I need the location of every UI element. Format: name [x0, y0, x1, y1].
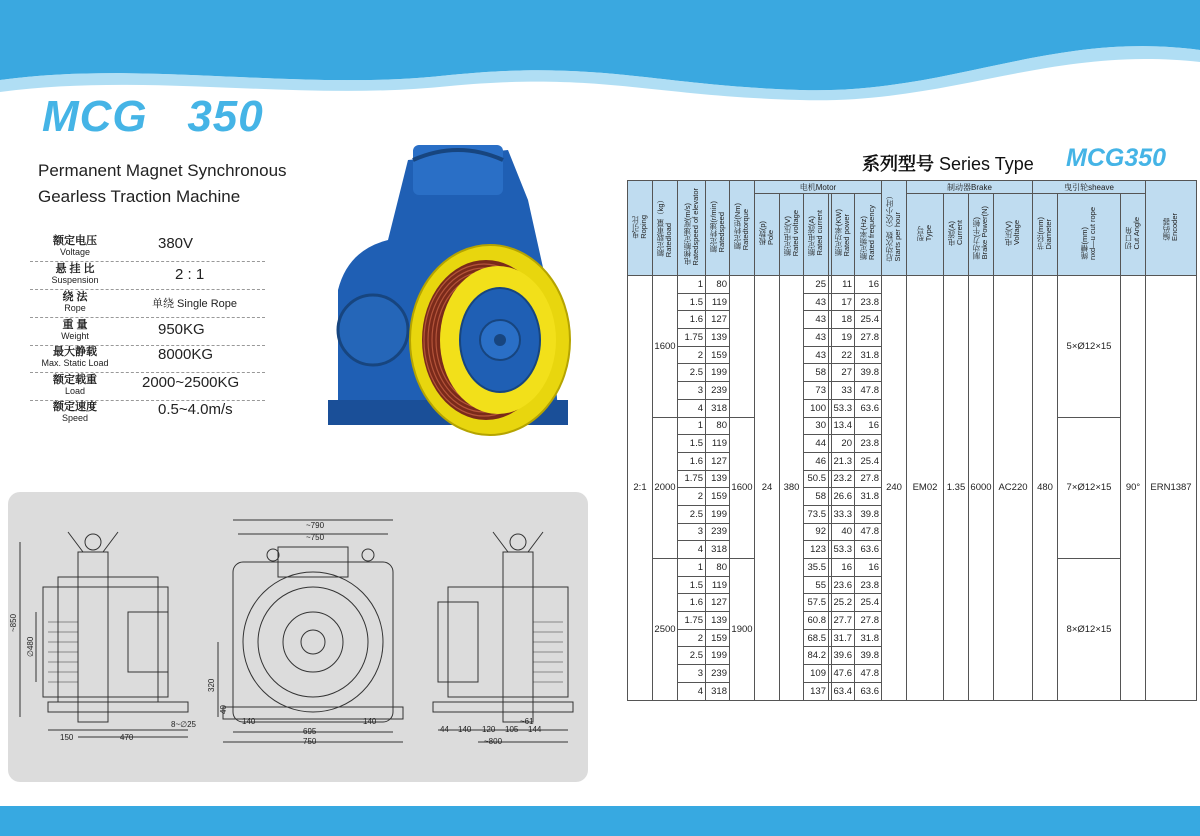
cell-current: 43	[804, 346, 829, 364]
cell-freq: 27.8	[855, 329, 882, 347]
cell-current: 58	[804, 488, 829, 506]
col-starts: 启动次数（次/小时）Starts per hour	[882, 181, 907, 276]
cell-rpm: 318	[706, 541, 730, 559]
cell-freq: 47.8	[855, 523, 882, 541]
dim-label: 140	[458, 725, 472, 734]
cell-power: 40	[832, 523, 855, 541]
cell-rpm: 199	[706, 647, 730, 665]
cell-current: 50.5	[804, 470, 829, 488]
cell-rpm: 139	[706, 612, 730, 630]
cell-power: 21.3	[832, 452, 855, 470]
right-view	[433, 532, 573, 742]
col-current: 额定电流(A)Rated current	[804, 194, 829, 276]
cell-freq: 39.8	[855, 505, 882, 523]
table-row	[628, 276, 1197, 294]
cell-speed: 1.6	[678, 594, 706, 612]
cell-power: 47.6	[832, 665, 855, 683]
cell-current: 92	[804, 523, 829, 541]
cell-speed: 3	[678, 382, 706, 400]
cell-power: 53.3	[832, 399, 855, 417]
spec-label-en: Max. Static Load	[41, 358, 109, 368]
dim-label: 150	[60, 733, 74, 742]
cell-freq: 31.8	[855, 346, 882, 364]
col-pole: 极数(p)Pole	[755, 194, 780, 276]
dim-label: 8~∅25	[171, 720, 196, 729]
spec-label-cn: 悬 挂 比	[55, 263, 95, 275]
cell-freq: 47.8	[855, 382, 882, 400]
cell-rpm: 159	[706, 629, 730, 647]
spec-divider	[30, 317, 265, 318]
cell-current: 100	[804, 399, 829, 417]
cell-speed: 1.75	[678, 470, 706, 488]
col-roping: 曳引比Roping	[628, 181, 653, 276]
spec-divider	[30, 372, 265, 373]
cell-angle: 90°	[1121, 276, 1146, 701]
cell-speed: 1	[678, 559, 706, 577]
cell-speed: 2.5	[678, 647, 706, 665]
cell-freq: 16	[855, 276, 882, 294]
col-voltage: 额定电压(V)Rated voltage	[780, 194, 804, 276]
cell-freq: 27.8	[855, 470, 882, 488]
cell-rpm: 199	[706, 364, 730, 382]
subtitle-line: Gearless Traction Machine	[38, 187, 241, 206]
cell-speed: 1	[678, 417, 706, 435]
col-brake-current: 电流(A)Current	[944, 194, 969, 276]
cell-power: 19	[832, 329, 855, 347]
product-subtitle	[38, 158, 287, 210]
col-brake-type: 型号Type	[907, 194, 944, 276]
cell-rpm: 318	[706, 399, 730, 417]
spec-table	[627, 180, 1197, 701]
cell-current: 123	[804, 541, 829, 559]
cell-current: 43	[804, 311, 829, 329]
spec-value: 0.5~4.0m/s	[158, 401, 233, 418]
spec-value: 单绕 Single Rope	[152, 298, 237, 310]
traction-machine-image	[318, 140, 578, 440]
dim-label: 140	[242, 717, 256, 726]
cell-power: 25.2	[832, 594, 855, 612]
col-angle: 切口角Cut Angle	[1121, 194, 1146, 276]
cell-torque	[730, 276, 755, 418]
cell-rpm: 80	[706, 276, 730, 294]
cell-freq: 47.8	[855, 665, 882, 683]
cell-freq: 16	[855, 417, 882, 435]
spec-label-cn: 额定电压	[53, 235, 97, 247]
cell-freq: 31.8	[855, 488, 882, 506]
cell-speed: 1.6	[678, 452, 706, 470]
cell-load: 2000	[653, 417, 678, 559]
cell-freq: 63.6	[855, 682, 882, 700]
cell-freq: 31.8	[855, 629, 882, 647]
cell-rpm: 119	[706, 435, 730, 453]
col-rpm: 额定转速(r/min)Ratedspeed	[706, 181, 730, 276]
cell-speed: 3	[678, 665, 706, 683]
cell-brake-voltage: AC220	[994, 276, 1033, 701]
cell-torque: 1900	[730, 559, 755, 701]
cell-freq: 27.8	[855, 612, 882, 630]
cell-pole: 24	[755, 276, 780, 701]
dim-label: ~800	[484, 737, 503, 746]
spec-label-en: Suspension	[51, 275, 99, 285]
cell-power: 20	[832, 435, 855, 453]
cell-rpm: 127	[706, 452, 730, 470]
cell-current: 58	[804, 364, 829, 382]
col-load: 额定载重量（kg）Ratedload	[653, 181, 678, 276]
cell-current: 25	[804, 276, 829, 294]
group-motor: 电机Motor	[755, 181, 882, 194]
dim-label: 44	[440, 725, 449, 734]
footer-band	[0, 806, 1200, 836]
cell-brake-type: EM02	[907, 276, 944, 701]
cell-current: 73.5	[804, 505, 829, 523]
dim-label: ~790	[306, 521, 325, 530]
cell-speed: 4	[678, 682, 706, 700]
cell-freq: 16	[855, 559, 882, 577]
dim-label: 320	[207, 678, 216, 692]
col-brake-power: 制动力(牛顿)Brake Power(N)	[969, 194, 994, 276]
side-view	[20, 532, 188, 737]
spec-value: 8000KG	[158, 346, 214, 363]
cell-speed: 1.75	[678, 329, 706, 347]
cell-current: 57.5	[804, 594, 829, 612]
dim-label: 750	[303, 737, 317, 746]
cell-load: 2500	[653, 559, 678, 701]
col-power: 额定功率(KW)Rated power	[832, 194, 855, 276]
cell-rpm: 239	[706, 665, 730, 683]
cell-speed: 1.75	[678, 612, 706, 630]
col-torque: 额定转矩(Nm)Ratedtorque	[730, 181, 755, 276]
cell-power: 16	[832, 559, 855, 577]
cell-power: 27.7	[832, 612, 855, 630]
cell-torque: 1600	[730, 417, 755, 559]
series-type-en: Series Type	[939, 154, 1034, 174]
spec-label-en: Load	[64, 386, 86, 396]
cell-brake-current: 1.35	[944, 276, 969, 701]
col-diameter: 节径(mm)Diameter	[1033, 194, 1058, 276]
cell-current: 84.2	[804, 647, 829, 665]
dim-label: ~750	[306, 533, 325, 542]
dim-label: 40	[219, 705, 228, 714]
cell-current: 30	[804, 417, 829, 435]
series-model: MCG350	[1066, 144, 1167, 172]
col-brake-voltage: 电压(V)Voltage	[994, 194, 1033, 276]
cell-current: 46	[804, 452, 829, 470]
spec-label-cn: 额定速度	[53, 401, 97, 413]
cell-rpm: 119	[706, 576, 730, 594]
subtitle-line: Permanent Magnet Synchronous	[38, 161, 287, 180]
spec-label-cn: 额定载重	[53, 374, 97, 386]
series-type-cn: 系列型号	[862, 154, 934, 174]
cell-speed: 2	[678, 488, 706, 506]
dimension-drawings	[8, 492, 588, 782]
cell-power: 23.2	[832, 470, 855, 488]
cell-rope: 8×Ø12×15	[1058, 559, 1121, 701]
spec-label-cn: 绕 法	[62, 291, 88, 303]
dim-label: ~850	[9, 613, 18, 632]
spec-label-en: Speed	[61, 413, 89, 423]
cell-rpm: 159	[706, 346, 730, 364]
cell-starts: 240	[882, 276, 907, 701]
spec-table-body	[628, 276, 1197, 701]
cell-power: 22	[832, 346, 855, 364]
dim-label: 144	[528, 725, 542, 734]
cell-speed: 2	[678, 629, 706, 647]
cell-freq: 39.8	[855, 364, 882, 382]
cell-rpm: 80	[706, 417, 730, 435]
cell-freq: 23.8	[855, 293, 882, 311]
cell-speed: 1.5	[678, 435, 706, 453]
cell-rpm: 239	[706, 523, 730, 541]
cell-current: 43	[804, 293, 829, 311]
cell-power: 31.7	[832, 629, 855, 647]
dim-label: 470	[120, 733, 134, 742]
cell-current: 109	[804, 665, 829, 683]
product-title: MCG 350	[42, 92, 264, 141]
cell-rope: 5×Ø12×15	[1058, 276, 1121, 418]
dimension-drawing-panel	[8, 492, 588, 782]
dim-label: ~61	[520, 717, 534, 726]
group-brake: 制动器Brake	[907, 181, 1033, 194]
cell-rpm: 80	[706, 559, 730, 577]
cell-current: 44	[804, 435, 829, 453]
dim-label: 105	[505, 725, 519, 734]
col-speed: 电梯额定速度(m/s)Ratedspeed of elevator	[678, 181, 706, 276]
cell-speed: 1.5	[678, 576, 706, 594]
cell-freq: 23.8	[855, 576, 882, 594]
spec-divider	[30, 261, 265, 262]
cell-rpm: 318	[706, 682, 730, 700]
cell-rpm: 159	[706, 488, 730, 506]
spec-label-cn: 重 量	[62, 319, 88, 331]
dim-label: 120	[482, 725, 496, 734]
cell-power: 33.3	[832, 505, 855, 523]
cell-speed: 1.6	[678, 311, 706, 329]
spec-value: 2000~2500KG	[142, 374, 240, 391]
spec-label-cn: 最大静载	[53, 346, 97, 358]
cell-encoder: ERN1387	[1146, 276, 1197, 701]
cell-speed: 1	[678, 276, 706, 294]
cell-speed: 3	[678, 523, 706, 541]
group-sheave: 曳引轮sheave	[1033, 181, 1146, 194]
cell-rpm: 199	[706, 505, 730, 523]
cell-power: 18	[832, 311, 855, 329]
cell-freq: 63.6	[855, 541, 882, 559]
cell-load: 1600	[653, 276, 678, 418]
cell-rpm: 127	[706, 311, 730, 329]
spec-label-en: Rope	[64, 303, 86, 313]
dim-label: 140	[363, 717, 377, 726]
cell-power: 13.4	[832, 417, 855, 435]
cell-power: 11	[832, 276, 855, 294]
cell-power: 17	[832, 293, 855, 311]
cell-power: 63.4	[832, 682, 855, 700]
cell-speed: 2.5	[678, 364, 706, 382]
cell-freq: 23.8	[855, 435, 882, 453]
cell-roping: 2:1	[628, 276, 653, 701]
spec-divider	[30, 289, 265, 290]
cell-freq: 25.4	[855, 452, 882, 470]
cell-freq: 25.4	[855, 311, 882, 329]
cell-rpm: 239	[706, 382, 730, 400]
cell-speed: 1.5	[678, 293, 706, 311]
cell-current: 137	[804, 682, 829, 700]
spec-label-en: Voltage	[59, 247, 91, 257]
cell-power: 23.6	[832, 576, 855, 594]
cell-power: 53.3	[832, 541, 855, 559]
cell-freq: 25.4	[855, 594, 882, 612]
cell-speed: 4	[678, 541, 706, 559]
cell-current: 60.8	[804, 612, 829, 630]
col-freq: 额定频率(Hz)Rated frequency	[855, 194, 882, 276]
cell-brake-power: 6000	[969, 276, 994, 701]
dim-label: ∅480	[26, 636, 35, 657]
cell-current: 73	[804, 382, 829, 400]
series-type-heading	[862, 150, 1034, 176]
cell-current: 68.5	[804, 629, 829, 647]
cell-current: 43	[804, 329, 829, 347]
cell-rpm: 127	[706, 594, 730, 612]
cell-speed: 2	[678, 346, 706, 364]
cell-rpm: 119	[706, 293, 730, 311]
cell-voltage: 380	[780, 276, 804, 701]
cell-rpm: 139	[706, 470, 730, 488]
front-view	[218, 520, 403, 742]
dim-label: 695	[303, 727, 317, 736]
cell-speed: 2.5	[678, 505, 706, 523]
cell-power: 26.6	[832, 488, 855, 506]
col-encoder: 编码器Encoder	[1146, 181, 1197, 276]
cell-power: 27	[832, 364, 855, 382]
spec-label-en: Weight	[61, 331, 89, 341]
cell-current: 55	[804, 576, 829, 594]
cell-rope: 7×Ø12×15	[1058, 417, 1121, 559]
cell-freq: 63.6	[855, 399, 882, 417]
cell-current: 35.5	[804, 559, 829, 577]
spec-value: 950KG	[158, 321, 205, 338]
cell-speed: 4	[678, 399, 706, 417]
cell-freq: 39.8	[855, 647, 882, 665]
cell-power: 33	[832, 382, 855, 400]
spec-value: 380V	[158, 235, 194, 252]
col-rope: 绳槽(mm)nxd—u cut rope	[1058, 194, 1121, 276]
cell-power: 39.6	[832, 647, 855, 665]
spec-value: 2 : 1	[175, 266, 205, 283]
cell-rpm: 139	[706, 329, 730, 347]
cell-diameter: 480	[1033, 276, 1058, 701]
